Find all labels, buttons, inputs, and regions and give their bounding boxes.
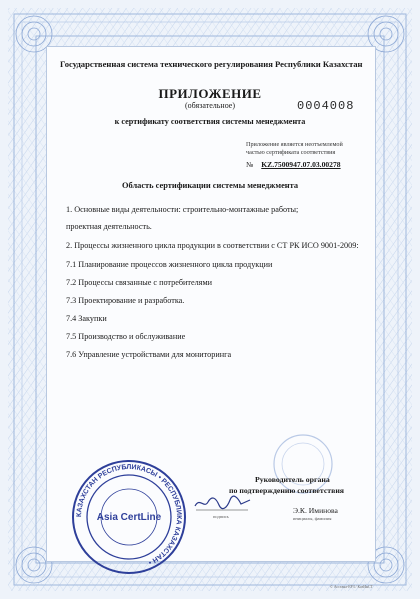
signature-caption: подпись (213, 514, 229, 519)
stamp-outer-text: КАЗАХСТАН РЕСПУБЛИКАСЫ • РЕСПУБЛИКА КАЗАХСТАН • (75, 463, 183, 566)
stamp-center-text: Asia CertLine (96, 512, 162, 523)
signature-icon (192, 494, 254, 512)
document-subtitle: (обязательное) (185, 101, 235, 110)
scope-item: 1. Основные виды деятельности: строительно-монтажные работы; (66, 205, 299, 214)
issuing-system-header: Государственная система технического регулирования Республики Казахстан (60, 59, 363, 69)
scope-item: 2. Процессы жизненного цикла продукции в соответствии с СТ РК ИСО 9001-2009: (66, 241, 359, 250)
scope-item: 7.2 Процессы связанные с потребителями (66, 278, 213, 287)
annex-note-line1: Приложение является неотъемлемой (246, 141, 343, 148)
serial-number: 0004008 (297, 99, 355, 113)
document-subheader: к сертификату соответствия системы менеджмента (114, 117, 306, 126)
signatory-title-line1: Руководитель органа (255, 475, 330, 484)
certificate-number: KZ.7500947.07.03.00278 (261, 160, 341, 169)
scope-item: 7.1 Планирование процессов жизненного цикла продукции (66, 260, 273, 269)
scope-title: Область сертификации системы менеджмента (121, 181, 299, 190)
scope-item: 7.5 Производство и обслуживание (66, 332, 186, 341)
certificate-number-line (246, 160, 341, 169)
document-title: ПРИЛОЖЕНИЕ (158, 86, 262, 101)
scope-item: 7.4 Закупки (66, 314, 107, 323)
scope-item: проектная деятельность. (66, 222, 152, 231)
official-stamp-icon (70, 458, 188, 576)
footer-print-code: © Асстана-ЕРЗ / КазИнСТ (330, 585, 373, 589)
signatory-title-line2: по подтверждению соответствия (229, 486, 345, 495)
signatory-name: Э.К. Иминова (293, 506, 338, 515)
name-caption: инициалы, фамилия (293, 516, 332, 521)
annex-note-line2: частью сертификата соответствия (246, 149, 336, 156)
number-sign: № (246, 160, 254, 169)
scope-item: 7.3 Проектирование и разработка. (66, 296, 185, 305)
scope-item: 7.6 Управление устройствами для мониторинга (66, 350, 232, 359)
